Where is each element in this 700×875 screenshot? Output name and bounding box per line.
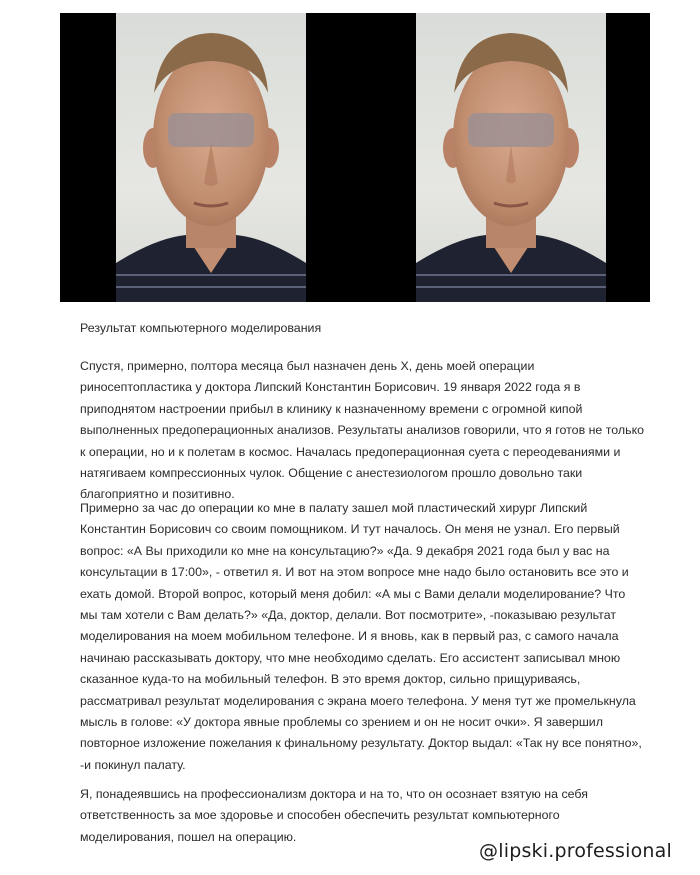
face-portrait-image [416, 13, 606, 302]
paragraph-operation-day: Спустя, примерно, полтора месяца был назначен день Х, день моей операции риносептопластика у доктора Липский Константин Борисович. 19 января 2022 года я в приподнятом настроении прибыл в клинику к назначенному времени с огромной кипой выполненных предоперационных анализов. Результаты анализов говорили, что я готов не только к операции, но и к полетам в космос. Началась предоперационная суета с переодеваниями и натягиваем компрессионных чулок. Общение с анестезиологом прошло довольно таки благоприятно и позитивно. [80, 359, 645, 502]
image-caption: Результат компьютерного моделирования [80, 321, 322, 335]
paragraph-decision: Я, понадеявшись на профессионализм доктора и на то, что он осознает взятую на себя ответственность за мое здоровье и способен обеспечить результат компьютерного моделирования, пошел на операцию. [80, 787, 588, 844]
before-photo [116, 13, 306, 302]
photo-comparison [60, 13, 650, 302]
paragraph-doctor-visit: Примерно за час до операции ко мне в палату зашел мой пластический хирург Липский Константин Борисович со своим помощником. И тут началось. Он меня не узнал. Его первый вопрос: «А Вы приходили ко мне на консультацию?» «Да. 9 декабря 2021 года был у вас на консультации в 17:00», - ответил я. И вот на этом вопросе мне надо было остановить все это и ехать домой. Второй вопрос, который меня добил: «А мы с Вами делали моделирование? Что мы там хотели с Вам делать?» «Да, доктор, делали. Вот посмотрите», -показываю результат моделирования на моем мобильном телефоне. И я вновь, как в первый раз, с самого начала начинаю рассказывать доктору, что мне необходимо сделать. Его ассистент записывал мною сказанное куда-то на мобильный телефон. В это время доктор, сильно прищуриваясь, рассматривал результат моделирования с экрана моего телефона. У меня тут же промелькнула мысль в голове: «У доктора явные проблемы со зрением и он не носит очки». Я завершил повторное изложение пожелания к финальному результату. Доктор выдал: «Так ну все понятно», -и покинул палату. [80, 501, 642, 772]
account-watermark: @lipski.professional [479, 840, 672, 862]
face-portrait-image [116, 13, 306, 302]
after-photo [416, 13, 606, 302]
